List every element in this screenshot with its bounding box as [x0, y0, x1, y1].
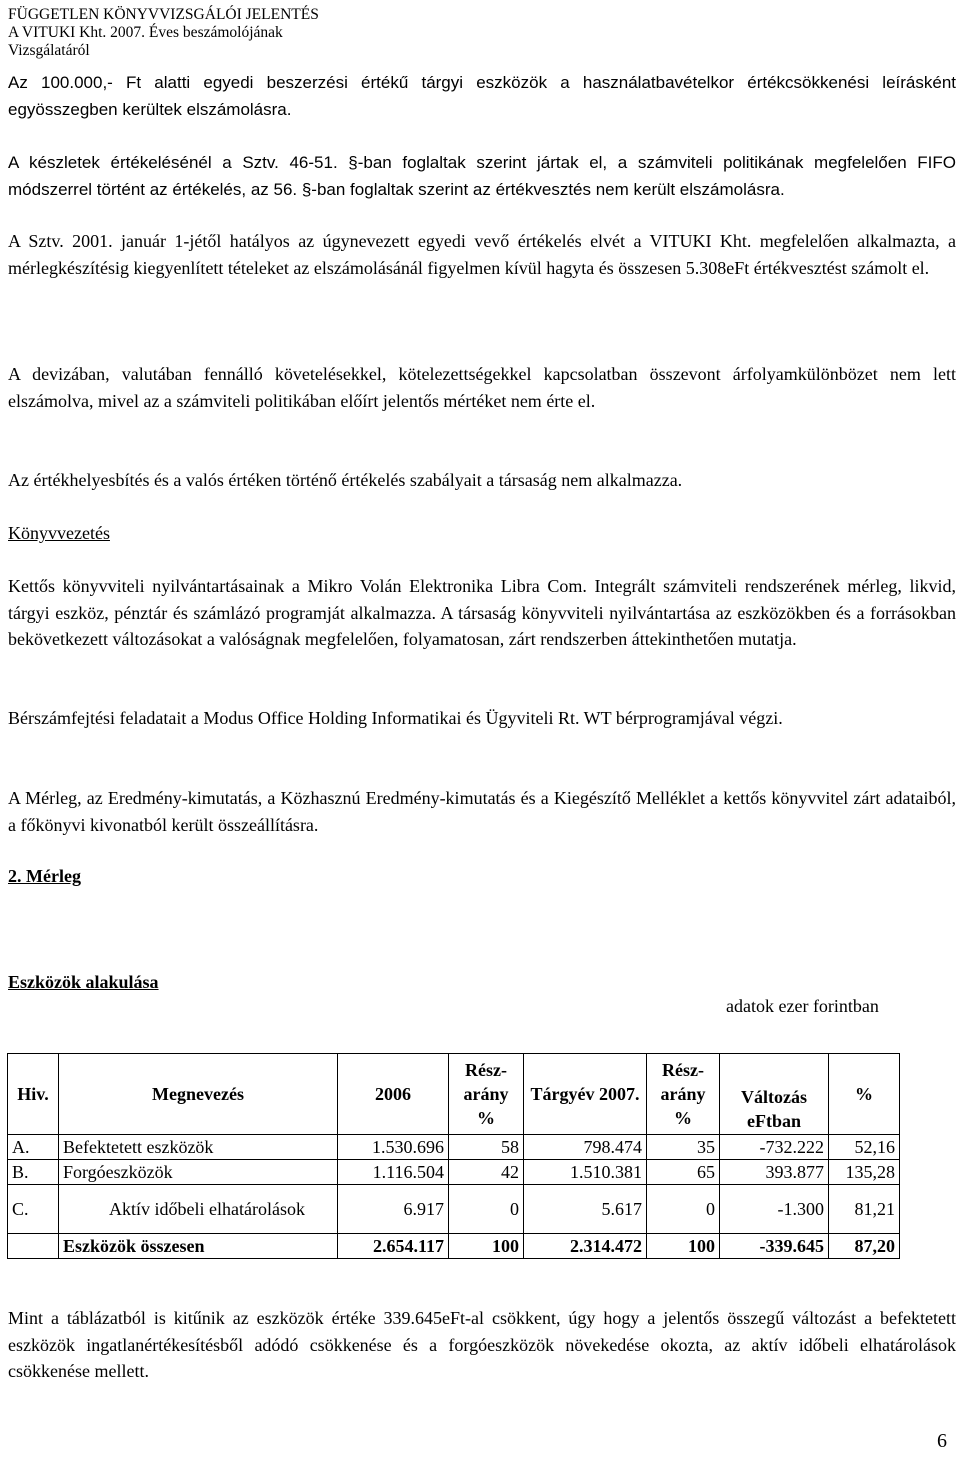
page-number: 6 — [937, 1430, 947, 1452]
total-reszarany-1: 100 — [449, 1234, 524, 1259]
header-line-1: FÜGGETLEN KÖNYVVIZSGÁLÓI JELENTÉS — [8, 6, 319, 23]
header-line-3: Vizsgálatáról — [8, 42, 90, 59]
total-valtozas: -339.645 — [720, 1234, 829, 1259]
row-name: Aktív időbeli elhatárolások — [59, 1185, 338, 1234]
header-reszarany-2: Rész-arány % — [647, 1054, 720, 1135]
row-reszarany-2: 65 — [647, 1160, 720, 1185]
row-reszarany-2: 35 — [647, 1135, 720, 1160]
heading-konyvvezetes: Könyvvezetés — [8, 523, 110, 543]
header-2006: 2006 — [338, 1054, 449, 1135]
document-header — [8, 6, 319, 60]
heading-merleg: 2. Mérleg — [8, 866, 81, 886]
paragraph-tablazat-ertekeles: Mint a táblázatból is kitűnik az eszközök értéke 339.645eFt-al csökkent, úgy hogy a jelentős összegű változást a befektetett eszközök ingatlanértékesítésből adódó csökkenése és a forgóeszközök növekedése okozta, az aktív időbeli elhatárolások csökkenése mellett. — [8, 1308, 956, 1381]
table-total-row — [8, 1234, 900, 1259]
row-name: Befektetett eszközök — [59, 1135, 338, 1160]
row-2007: 5.617 — [524, 1185, 647, 1234]
row-2006: 1.116.504 — [338, 1160, 449, 1185]
row-reszarany-1: 0 — [449, 1185, 524, 1234]
units-note: adatok ezer forintban — [726, 996, 879, 1016]
row-reszarany-1: 42 — [449, 1160, 524, 1185]
total-2007: 2.314.472 — [524, 1234, 647, 1259]
total-pct: 87,20 — [829, 1234, 900, 1259]
header-reszarany-1: Rész-arány % — [449, 1054, 524, 1135]
row-hiv: B. — [8, 1160, 59, 1185]
row-valtozas: -1.300 — [720, 1185, 829, 1234]
total-reszarany-2: 100 — [647, 1234, 720, 1259]
table-row — [8, 1160, 900, 1185]
row-2007: 1.510.381 — [524, 1160, 647, 1185]
total-name: Eszközök összesen — [59, 1234, 338, 1259]
row-hiv: C. — [8, 1185, 59, 1234]
row-hiv: A. — [8, 1135, 59, 1160]
row-2006: 1.530.696 — [338, 1135, 449, 1160]
header-targyev: Tárgyév 2007. — [524, 1054, 647, 1135]
eszkozok-table — [7, 1053, 900, 1259]
header-line-2: A VITUKI Kht. 2007. Éves beszámolójának — [8, 24, 283, 41]
paragraph-ertekcsokkenes: Az 100.000,- Ft alatti egyedi beszerzési értékű tárgyi eszközök a használatbavételkor értékcsökkenési leírásként egyösszegben kerültek elszámolásra. — [8, 73, 956, 119]
heading-eszkozok-alakulasa: Eszközök alakulása — [8, 972, 159, 992]
header-valtozas: Változás eFtban — [720, 1054, 829, 1135]
paragraph-merleg-osszeallitas: A Mérleg, az Eredmény-kimutatás, a Közhasznú Eredmény-kimutatás és a Kiegészítő Melléklet a kettős könyvvitel zárt adataiból, a főkönyvi kivonatból került összeállításra. — [8, 788, 956, 835]
header-megnevezes: Megnevezés — [59, 1054, 338, 1135]
row-valtozas: -732.222 — [720, 1135, 829, 1160]
row-name: Forgóeszközök — [59, 1160, 338, 1185]
row-reszarany-2: 0 — [647, 1185, 720, 1234]
row-2007: 798.474 — [524, 1135, 647, 1160]
row-pct: 81,21 — [829, 1185, 900, 1234]
table-row — [8, 1135, 900, 1160]
row-pct: 52,16 — [829, 1135, 900, 1160]
total-2006: 2.654.117 — [338, 1234, 449, 1259]
header-hiv: Hiv. — [8, 1054, 59, 1135]
row-valtozas: 393.877 — [720, 1160, 829, 1185]
header-pct: % — [829, 1054, 900, 1135]
paragraph-konyvviteli-rendszer: Kettős könyvviteli nyilvántartásainak a Mikro Volán Elektronika Libra Com. Integrált számviteli rendszerének mérleg, likvid, tárgyi eszköz, pénztár és számlázó programját alkalmazza. A társaság könyvviteli nyilvántartása az eszközökben és a forrásokban bekövetkezett változásokat a valóságnak megfelelően, folyamatosan, zárt rendszerben áttekinthetően mutatja. — [8, 576, 956, 649]
paragraph-berszamfejtes: Bérszámfejtési feladatait a Modus Office Holding Informatikai és Ügyviteli Rt. WT bérprogramjával végzi. — [8, 708, 783, 728]
paragraph-ertekhelyesbites: Az értékhelyesbítés és a valós értéken történő értékelés szabályait a társaság nem alkalmazza. — [8, 470, 683, 490]
total-hiv — [8, 1234, 59, 1259]
row-pct: 135,28 — [829, 1160, 900, 1185]
table-row — [8, 1185, 900, 1234]
paragraph-deviza: A devizában, valutában fennálló követelésekkel, kötelezettségekkel kapcsolatban összevont árfolyamkülönbözet nem lett elszámolva, mivel az a számviteli politikában előírt jelentős mértéket nem érte el. — [8, 364, 956, 411]
row-2006: 6.917 — [338, 1185, 449, 1234]
paragraph-vevo-ertekeles: A Sztv. 2001. január 1-jétől hatályos az úgynevezett egyedi vevő értékelés elvét a VITUKI Kht. megfelelően alkalmazta, a mérlegkészítésig kiegyenlített tételeket az elszámolásánál figyelmen kívül hagyta és összesen 5.308eFt értékvesztést számolt el. — [8, 231, 956, 278]
row-reszarany-1: 58 — [449, 1135, 524, 1160]
table-header-row — [8, 1054, 900, 1135]
paragraph-keszletek: A készletek értékelésénél a Sztv. 46-51. §-ban foglaltak szerint jártak el, a számviteli politikának megfelelően FIFO módszerrel történt az értékelés, az 56. §-ban foglaltak szerint az értékvesztés nem került elszámolásra. — [8, 153, 956, 199]
